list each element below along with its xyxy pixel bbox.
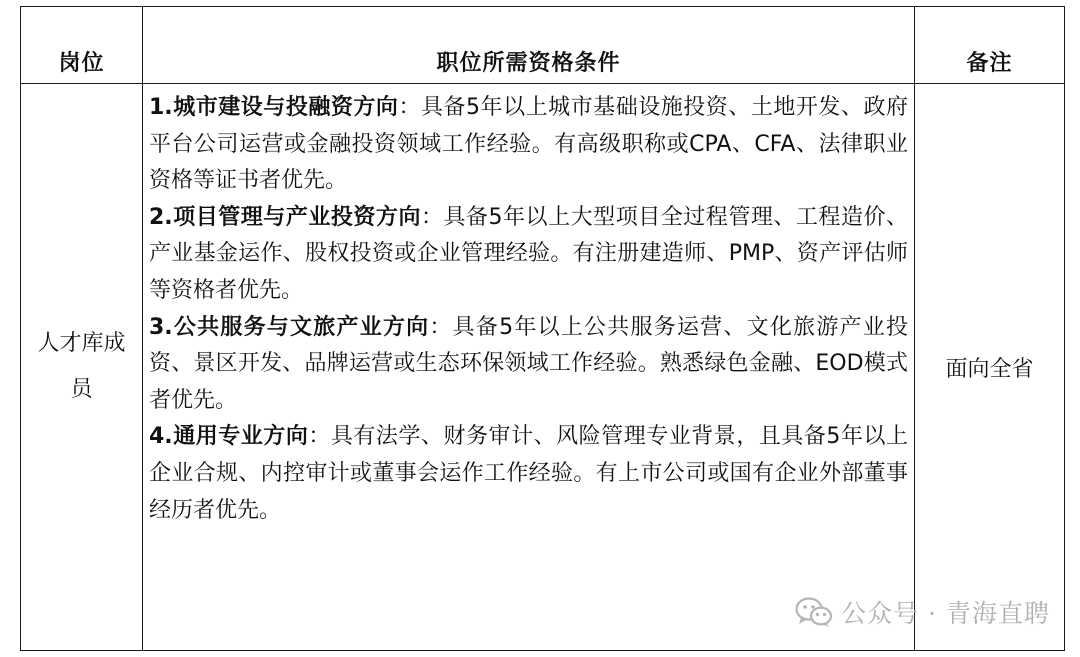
watermark	[795, 594, 1050, 630]
requirement-text-4: ：具有法学、财务审计、风险管理专业背景，且具备5年以上企业合规、内控审计或董事会运作工作经验。有上市公司或国有企业外部董事经历者优先。	[149, 424, 908, 523]
requirement-title-3: 3.公共服务与文旅产业方向	[149, 314, 430, 340]
header-position	[21, 7, 143, 84]
watermark-text: 公众号 · 青海直聘	[841, 599, 1050, 628]
header-row	[21, 7, 1065, 84]
requirement-item-1	[149, 90, 908, 200]
table-row	[21, 84, 1065, 651]
header-requirements	[143, 7, 915, 84]
requirement-text-3: ：具备5年以上公共服务运营、文化旅游产业投资、景区开发、品牌运营或生态环保领域工作经验。熟悉绿色金融、EOD模式者优先。	[149, 314, 909, 413]
header-requirements-label: 职位所需资格条件	[436, 51, 621, 76]
requirements-table	[20, 6, 1065, 651]
requirement-text-2: ：具备5年以上大型项目全过程管理、工程造价、产业基金运作、股权投资或企业管理经验。有注册建造师、PMP、资产评估师等资格者优先。	[149, 204, 908, 303]
wechat-icon	[795, 596, 833, 628]
requirement-title-4: 4.通用专业方向	[149, 424, 309, 450]
header-remarks	[915, 7, 1065, 84]
requirement-item-4	[149, 419, 908, 529]
header-position-label: 岗位	[58, 51, 105, 76]
requirement-title-2: 2.项目管理与产业投资方向	[149, 204, 421, 230]
header-remarks-label: 备注	[966, 51, 1013, 76]
position-cell: 人才库成员	[21, 84, 143, 651]
requirement-item-3	[149, 310, 908, 420]
requirements-cell	[143, 84, 915, 651]
requirement-title-1: 1.城市建设与投融资方向	[149, 95, 399, 120]
requirement-item-2	[149, 200, 908, 310]
requirement-text-1: ：具备5年以上城市基础设施投资、土地开发、政府平台公司运营或金融投资领域工作经验。有高级职称或CPA、CFA、法律职业资格等证书者优先。	[149, 95, 909, 194]
remarks-cell: 面向全省	[915, 84, 1065, 651]
